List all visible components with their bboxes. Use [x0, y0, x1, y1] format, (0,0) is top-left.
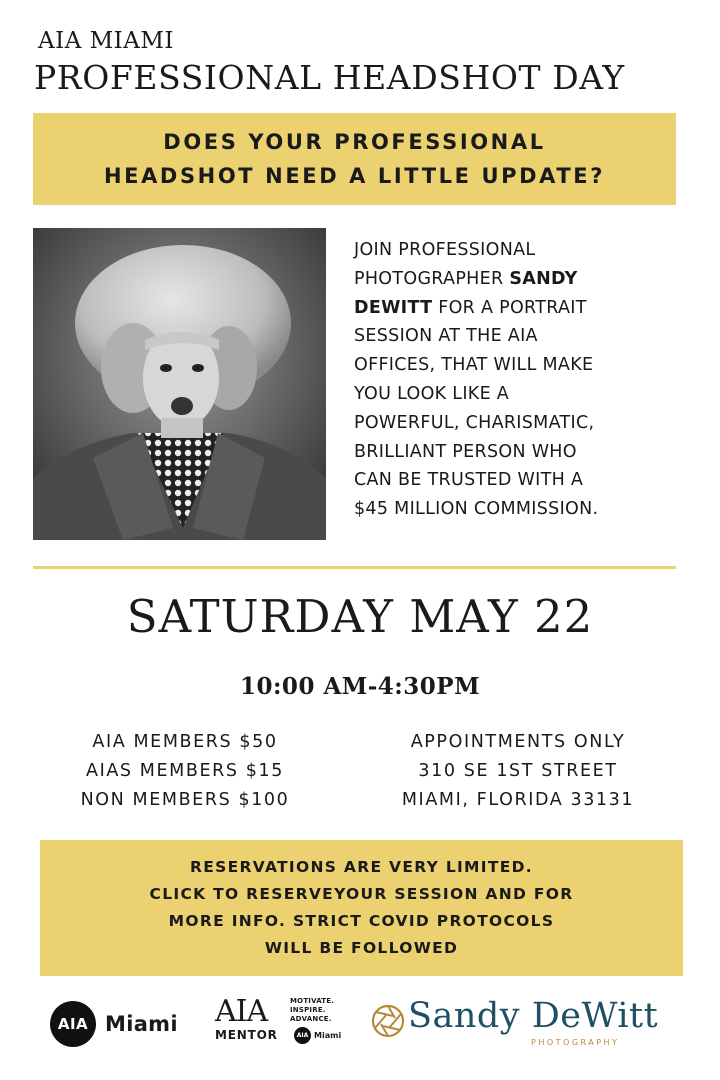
mentor-tagline-line: ADVANCE. — [290, 1015, 332, 1023]
reserve-line: WILL BE FOLLOWED — [264, 939, 459, 957]
mentor-aia-badge — [294, 1027, 341, 1044]
mentor-aia-city: Miami — [314, 1031, 342, 1040]
mentor-logo-word: MENTOR — [215, 1028, 278, 1042]
photographer-first-name: SANDY — [509, 268, 578, 289]
aia-logo-city: Miami — [105, 1012, 178, 1036]
price-item: NON MEMBERS $100 — [80, 790, 290, 810]
mentor-tagline — [290, 997, 334, 1024]
aia-miami-logo — [50, 1000, 178, 1048]
mentor-aia-dot: AIA — [294, 1027, 311, 1044]
banner-line: DOES YOUR PROFESSIONAL — [163, 130, 546, 154]
banner-line: HEADSHOT NEED A LITTLE UPDATE? — [103, 164, 606, 188]
reserve-line: RESERVATIONS ARE VERY LIMITED. — [190, 858, 533, 876]
intro-line: DEWITT FOR A PORTRAIT — [354, 297, 587, 318]
intro-line: CAN BE TRUSTED WITH A — [354, 470, 584, 491]
headshot-photo-illustration — [33, 228, 326, 540]
aia-circle-logo: AIA — [50, 1001, 96, 1047]
venue-line: MIAMI, FLORIDA 33131 — [401, 790, 635, 810]
event-time: 10:00 AM-4:30PM — [239, 673, 481, 700]
aia-mentor-logo — [215, 995, 355, 1053]
mentor-tagline-line: INSPIRE. — [290, 1006, 326, 1014]
intro-line: OFFICES, THAT WILL MAKE — [354, 355, 594, 376]
intro-line: BRILLIANT PERSON WHO — [354, 441, 577, 462]
reserve-line: MORE INFO. STRICT COVID PROTOCOLS — [168, 912, 555, 930]
sandy-dewitt-logo — [371, 996, 691, 1052]
aperture-icon — [371, 1004, 405, 1038]
intro-line: JOIN PROFESSIONAL — [354, 240, 536, 260]
sandy-logo-subtitle: PHOTOGRAPHY — [531, 1038, 620, 1047]
headshot-photo — [33, 228, 326, 540]
intro-line: SESSION AT THE AIA — [354, 326, 538, 347]
venue-line: APPOINTMENTS ONLY — [410, 732, 626, 752]
org-name: AIA MIAMI — [38, 28, 174, 54]
event-date: SATURDAY MAY 22 — [126, 590, 594, 643]
sandy-logo-name: Sandy DeWitt — [408, 996, 659, 1036]
question-banner — [33, 113, 676, 205]
mentor-tagline-line: MOTIVATE. — [290, 997, 335, 1005]
intro-line: POWERFUL, CHARISMATIC, — [354, 412, 595, 433]
photographer-last-name: DEWITT — [354, 297, 433, 318]
mentor-logo-mark: AIA — [215, 994, 268, 1029]
intro-line: $45 MILLION COMMISSION. — [354, 499, 599, 520]
venue-info — [368, 728, 668, 815]
section-divider — [33, 566, 676, 569]
venue-line: 310 SE 1ST STREET — [418, 761, 618, 781]
intro-text — [354, 236, 684, 524]
page-title: PROFESSIONAL HEADSHOT DAY — [34, 58, 625, 97]
intro-line: YOU LOOK LIKE A — [354, 383, 510, 404]
reserve-line: CLICK TO RESERVEYOUR SESSION AND FOR — [149, 885, 574, 903]
intro-line: PHOTOGRAPHER SANDY — [354, 268, 578, 289]
price-list — [40, 728, 330, 815]
price-item: AIA MEMBERS $50 — [92, 732, 278, 752]
price-item: AIAS MEMBERS $15 — [86, 761, 284, 781]
reserve-link-box[interactable] — [40, 840, 683, 976]
